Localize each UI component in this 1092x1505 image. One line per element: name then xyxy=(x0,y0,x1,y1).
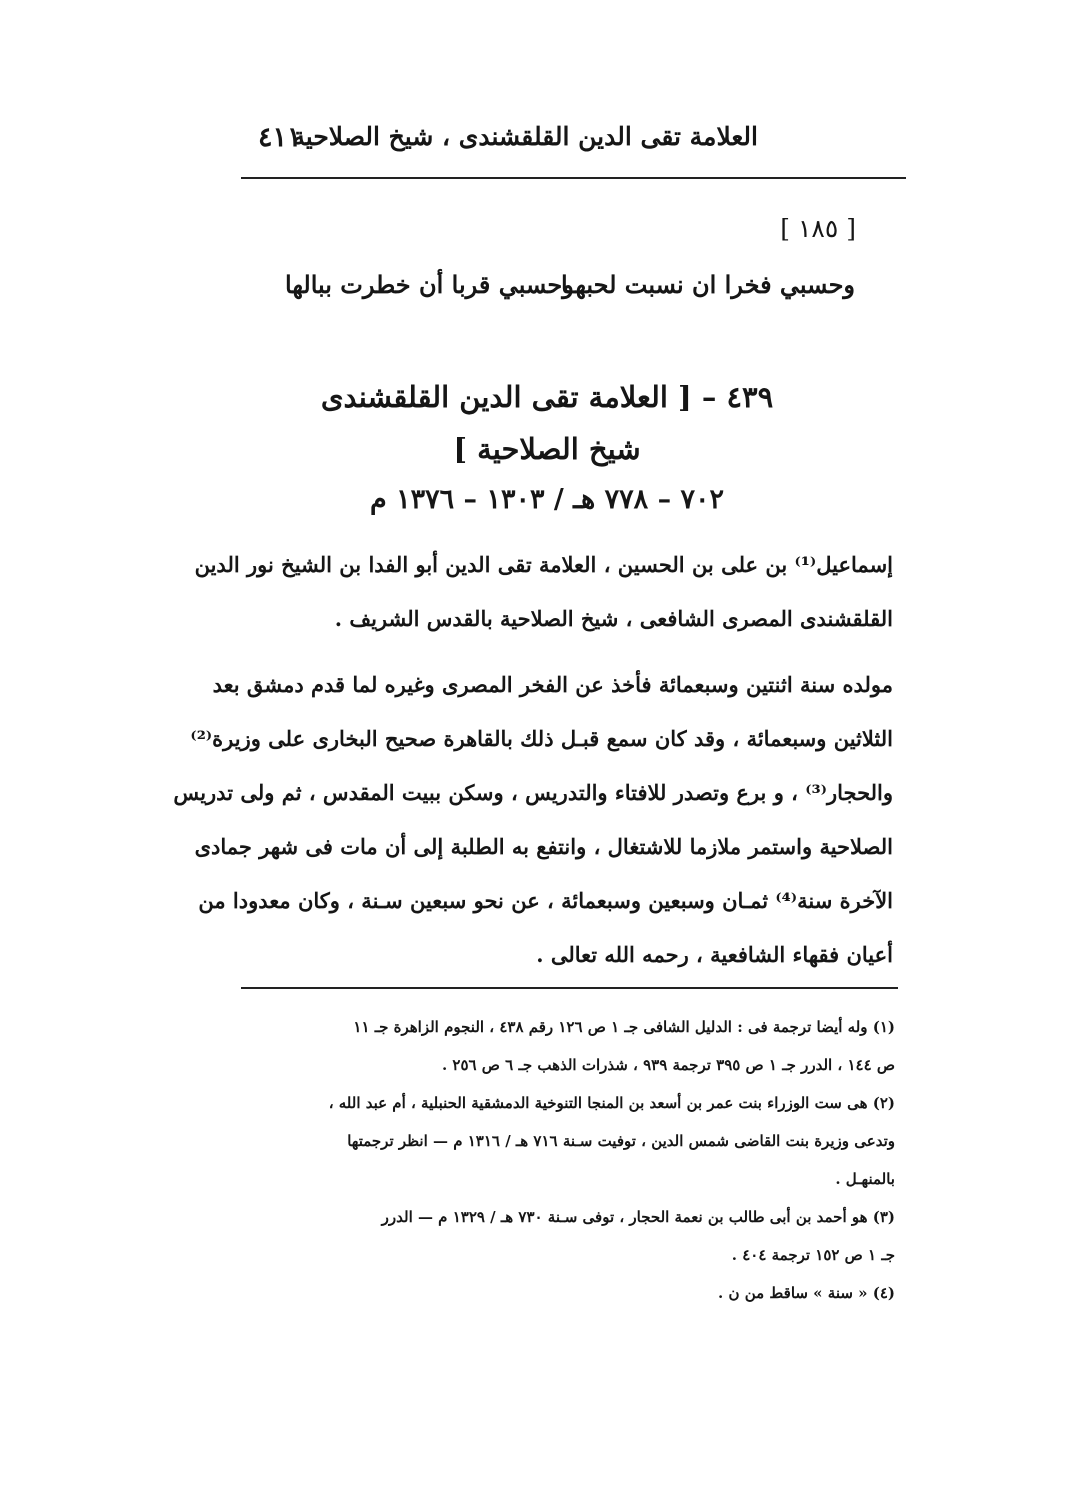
footnote-line: بالمنهـل . xyxy=(835,1170,895,1188)
entry-dates: ٧٠٢ – ٧٧٨ هـ / ١٣٠٣ – ١٣٧٦ م xyxy=(369,484,725,515)
text-line: والحجار⁽³⁾ ، و برع وتصدر للافتاء والتدريس ، وسكن ببيت المقدس ، ثم ولى تدريس xyxy=(173,780,893,805)
body-paragraph-1 xyxy=(194,538,893,646)
verse-number: [ ١٨٥ ] xyxy=(780,214,856,243)
footnote-line: (١) وله أيضا ترجمة فى : الدليل الشافى جـ ١ ص ١٢٦ رقم ٤٣٨ ، النجوم الزاهرة جـ ١١ xyxy=(353,1018,895,1036)
footnote-line: (٤) « سنة » ساقط من ن . xyxy=(718,1284,895,1302)
text-line: أعيان فقهاء الشافعية ، رحمه الله تعالى . xyxy=(536,942,893,967)
text-line: الآخرة سنة⁽⁴⁾ ثمـان وسبعين وسبعمائة ، عن نحو سبعين سـنة ، وكان معدودا من xyxy=(198,888,893,913)
footnote-line: جـ ١ ص ١٥٢ ترجمة ٤٠٤ . xyxy=(731,1246,895,1264)
text-line: الثلاثين وسبعمائة ، وقد كان سمع قبـل ذلك بالقاهرة صحيح البخارى على وزيرة⁽²⁾ xyxy=(190,726,893,751)
entry-title-line-2: شيخ الصلاحية ] xyxy=(453,432,641,466)
poetry-verse xyxy=(245,270,855,310)
running-header-title: العلامة تقى الدين القلقشندى ، شيخ الصلاحية xyxy=(292,122,758,151)
text-line: مولده سنة اثنتين وسبعمائة فأخذ عن الفخر المصرى وغيره لما قدم دمشق بعد xyxy=(212,672,893,697)
footnote-line: وتدعى وزيرة بنت القاضى شمس الدين ، توفيت سـنة ٧١٦ هـ / ١٣١٦ م — انظر ترجمتها xyxy=(347,1132,895,1150)
footnotes xyxy=(245,1008,895,1312)
page-number: ٤١١ xyxy=(258,122,302,153)
text-line: القلقشندى المصرى الشافعى ، شيخ الصلاحية بالقدس الشريف . xyxy=(334,606,893,631)
body-paragraph-2 xyxy=(173,658,893,982)
footnote-line: (٣) هو أحمد بن أبى طالب بن نعمة الحجار ، توفى سـنة ٧٣٠ هـ / ١٣٢٩ م — الدرر xyxy=(381,1208,895,1226)
footnote-line: ص ١٤٤ ، الدرر جـ ١ ص ٣٩٥ ترجمة ٩٣٩ ، شذرات الذهب جـ ٦ ص ٢٥٦ . xyxy=(441,1056,895,1074)
footnote-line: (٢) هى ست الوزراء بنت عمر بن أسعد بن المنجا التنوخية الدمشقية الحنبلية ، أم عبد الله ، xyxy=(328,1094,895,1112)
text-line: الصلاحية واستمر ملازما للاشتغال ، وانتفع به الطلبة إلى أن مات فى شهر جمادى xyxy=(194,834,893,859)
header-rule xyxy=(241,177,906,179)
verse-hemistich-first: وحسبي فخرا ان نسبت لحبهـا xyxy=(560,270,855,299)
text-line: إسماعيل⁽¹⁾ بن على بن الحسين ، العلامة تقى الدين أبو الفدا بن الشيخ نور الدين xyxy=(194,552,893,577)
verse-hemistich-second: وحسبي قربا أن خطرت ببالها xyxy=(285,270,574,299)
entry-title-line-1: ٤٣٩ – [ العلامة تقى الدين القلقشندى xyxy=(320,380,774,414)
footnote-rule xyxy=(241,987,898,989)
